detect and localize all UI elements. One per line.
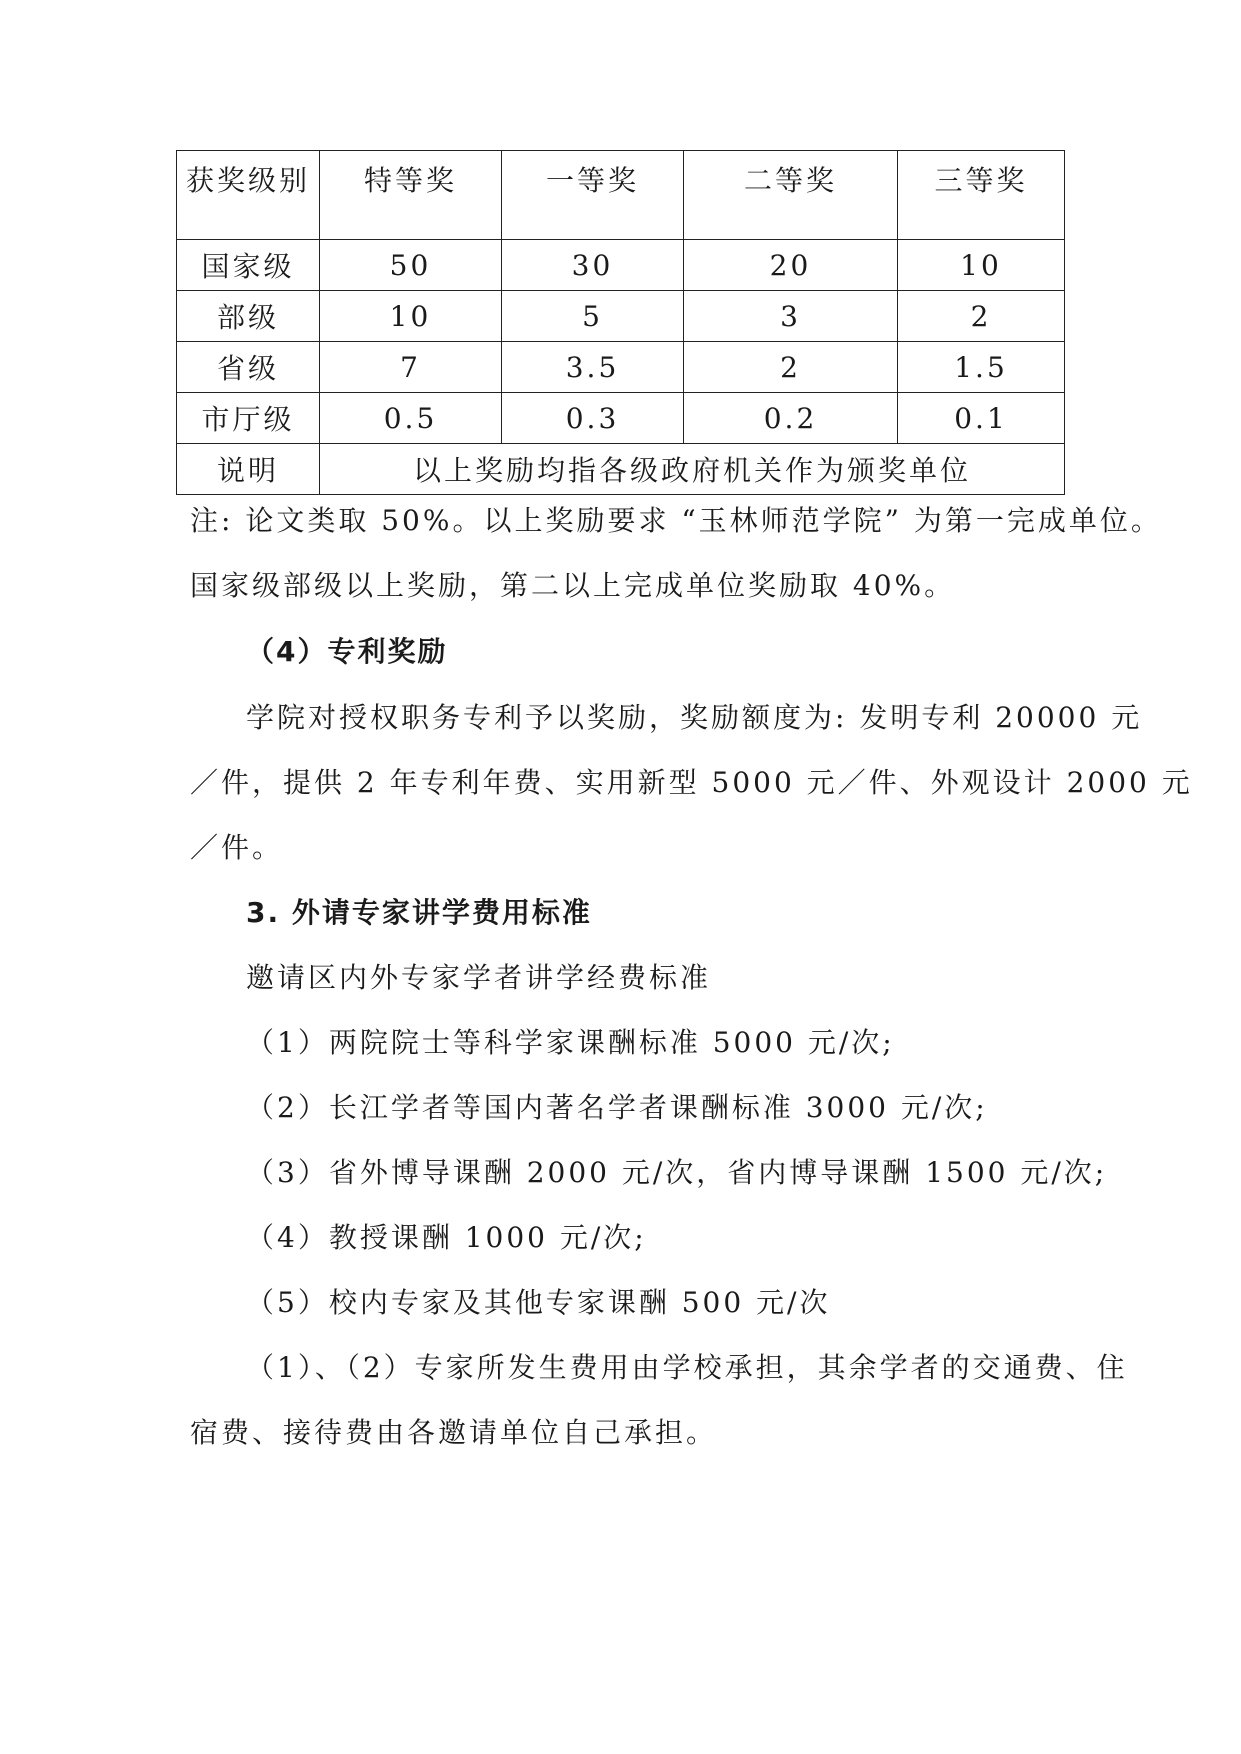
table-cell: 3.5 <box>502 342 684 393</box>
table-header-cell: 二等奖 <box>684 151 898 240</box>
table-cell: 5 <box>502 291 684 342</box>
table-cell: 0.3 <box>502 393 684 444</box>
table-note-label: 说明 <box>177 444 320 495</box>
table-cell: 10 <box>320 291 502 342</box>
table-row <box>177 291 1065 342</box>
table-cell: 0.2 <box>684 393 898 444</box>
experts-closing-line-1: （1）、（2）专家所发生费用由学校承担，其余学者的交通费、住 <box>246 1351 1128 1384</box>
table-header-cell: 一等奖 <box>502 151 684 240</box>
table-row <box>177 240 1065 291</box>
table-note-text: 以上奖励均指各级政府机关作为颁奖单位 <box>320 444 1065 495</box>
table-cell: 0.1 <box>898 393 1065 444</box>
experts-item: （3）省外博导课酬 2000 元/次，省内博导课酬 1500 元/次; <box>246 1156 1108 1189</box>
table-header-cell: 三等奖 <box>898 151 1065 240</box>
table-row-label: 部级 <box>177 291 320 342</box>
patent-line-2: ／件，提供 2 年专利年费、实用新型 5000 元／件、外观设计 2000 元 <box>190 766 1193 799</box>
experts-intro: 邀请区内外专家学者讲学经费标准 <box>246 961 712 994</box>
table-cell: 30 <box>502 240 684 291</box>
table-row-label: 省级 <box>177 342 320 393</box>
table-cell: 20 <box>684 240 898 291</box>
patent-line-1: 学院对授权职务专利予以奖励，奖励额度为: 发明专利 20000 元 <box>246 701 1143 734</box>
table-row-label: 市厅级 <box>177 393 320 444</box>
award-standard-table <box>176 150 1065 495</box>
experts-item: （4）教授课酬 1000 元/次; <box>246 1221 647 1254</box>
table-cell: 1.5 <box>898 342 1065 393</box>
table-cell: 7 <box>320 342 502 393</box>
table-row-label: 国家级 <box>177 240 320 291</box>
experts-item: （1）两院院士等科学家课酬标准 5000 元/次; <box>246 1026 895 1059</box>
table-header-cell: 特等奖 <box>320 151 502 240</box>
note-line-2: 国家级部级以上奖励，第二以上完成单位奖励取 40%。 <box>190 569 956 602</box>
patent-line-3: ／件。 <box>190 831 284 864</box>
table-cell: 2 <box>684 342 898 393</box>
experts-closing-line-2: 宿费、接待费由各邀请单位自己承担。 <box>190 1416 718 1449</box>
note-line-1: 注: 论文类取 50%。以上奖励要求 “玉林师范学院” 为第一完成单位。 <box>190 504 1162 537</box>
table-header-cell: 获奖级别 <box>177 151 320 240</box>
table-cell: 50 <box>320 240 502 291</box>
table-cell: 10 <box>898 240 1065 291</box>
table-row <box>177 393 1065 444</box>
patent-heading: （4）专利奖励 <box>246 635 448 668</box>
experts-item: （5）校内专家及其他专家课酬 500 元/次 <box>246 1286 831 1319</box>
table-cell: 0.5 <box>320 393 502 444</box>
table-header-row <box>177 151 1065 240</box>
table-note-row <box>177 444 1065 495</box>
experts-item: （2）长江学者等国内著名学者课酬标准 3000 元/次; <box>246 1091 988 1124</box>
table-row <box>177 342 1065 393</box>
experts-heading: 3. 外请专家讲学费用标准 <box>246 896 592 929</box>
table-cell: 3 <box>684 291 898 342</box>
table-cell: 2 <box>898 291 1065 342</box>
